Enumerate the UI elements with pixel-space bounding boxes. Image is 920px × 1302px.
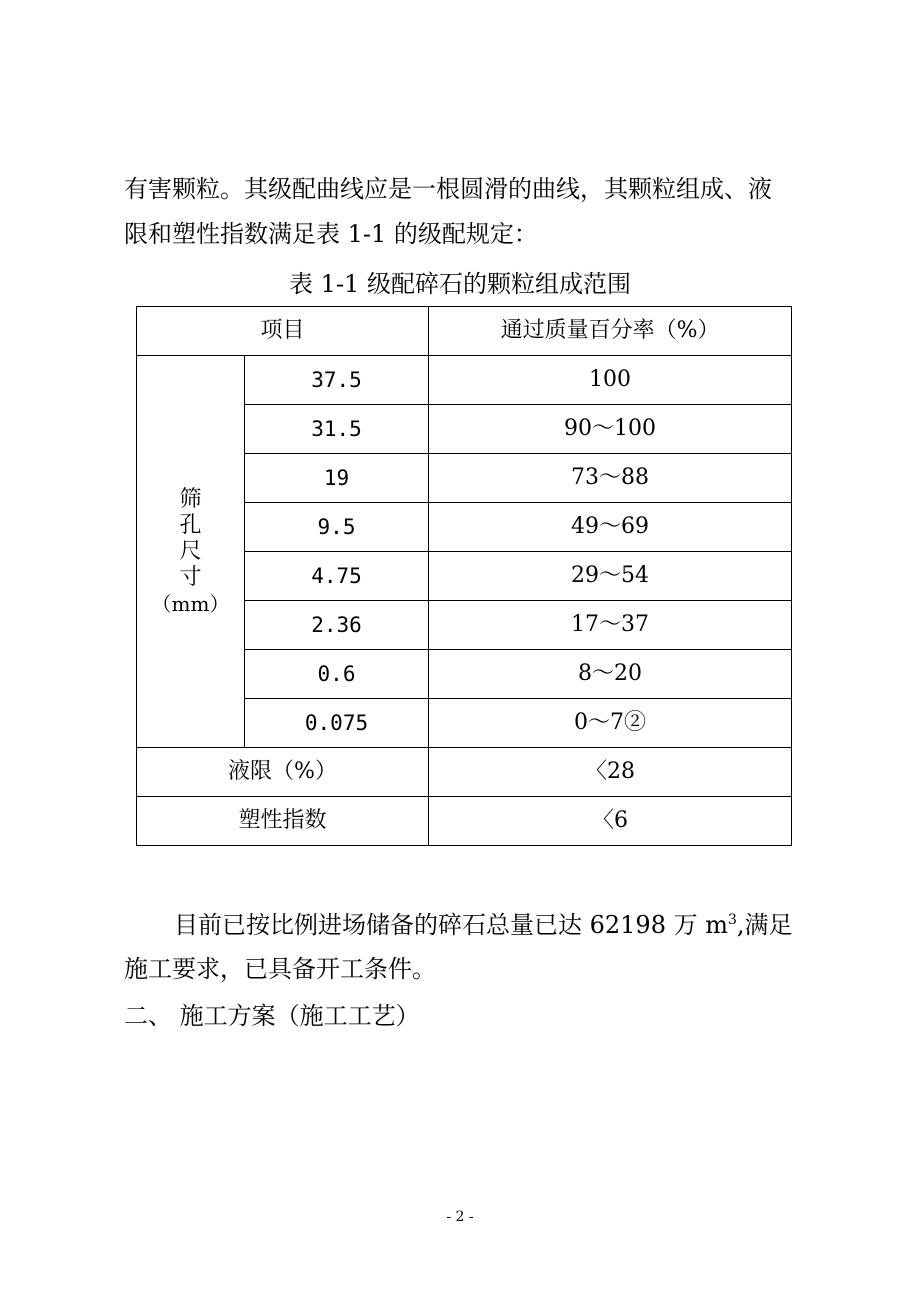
table-header-row: [137, 307, 792, 356]
sieve-unit: （mm）: [151, 591, 230, 616]
cubic-superscript: 3: [728, 912, 737, 928]
liquid-limit-label: 液限（%）: [137, 748, 429, 797]
sieve-label-char: 寸: [179, 564, 202, 590]
sieve-size: 0.6: [245, 650, 429, 699]
sieve-size: 2.36: [245, 601, 429, 650]
page-number: - 2 -: [446, 1209, 474, 1225]
liquid-limit-value: 〈28: [429, 748, 792, 797]
sieve-label-char: 筛: [179, 486, 202, 512]
section-heading: 二、 施工方案（施工工艺）: [124, 1002, 420, 1030]
table-row: [137, 356, 792, 405]
sieve-size: 4.75: [245, 552, 429, 601]
pass-percent: 29～54: [429, 552, 792, 601]
sieve-size: 37.5: [245, 356, 429, 405]
paragraph-line: [174, 905, 793, 940]
pass-percent: 49～69: [429, 503, 792, 552]
sieve-size: 19: [245, 454, 429, 503]
plasticity-index-value: 〈6: [429, 797, 792, 846]
header-pass-rate: 通过质量百分率（%）: [429, 307, 792, 356]
plasticity-index-label: 塑性指数: [137, 797, 429, 846]
sieve-size: 0.075: [245, 699, 429, 748]
paragraph-line: 施工要求，已具备开工条件。: [124, 955, 436, 983]
pass-percent: 8～20: [429, 650, 792, 699]
pass-percent: 100: [429, 356, 792, 405]
paragraph-line: 限和塑性指数满足表 1-1 的级配规定：: [124, 220, 538, 248]
paragraph-line: 有害颗粒。其级配曲线应是一根圆滑的曲线，其颗粒组成、液: [124, 175, 772, 203]
pass-percent: 0～7②: [429, 699, 792, 748]
sieve-size-label: [137, 356, 245, 748]
stockpile-text-tail: ,满足: [736, 911, 793, 939]
gradation-table: [136, 306, 792, 846]
pass-percent: 90～100: [429, 405, 792, 454]
liquid-limit-row: [137, 748, 792, 797]
header-item: 项目: [137, 307, 429, 356]
sieve-label-char: 孔: [179, 512, 202, 538]
pass-percent: 73～88: [429, 454, 792, 503]
sieve-label-char: 尺: [179, 538, 202, 564]
stockpile-text: 目前已按比例进场储备的碎石总量已达 62198 万 m: [174, 911, 728, 939]
sieve-size: 9.5: [245, 503, 429, 552]
plasticity-index-row: [137, 797, 792, 846]
pass-percent: 17～37: [429, 601, 792, 650]
sieve-size: 31.5: [245, 405, 429, 454]
table-caption: 表 1-1 级配碎石的颗粒组成范围: [289, 270, 631, 298]
